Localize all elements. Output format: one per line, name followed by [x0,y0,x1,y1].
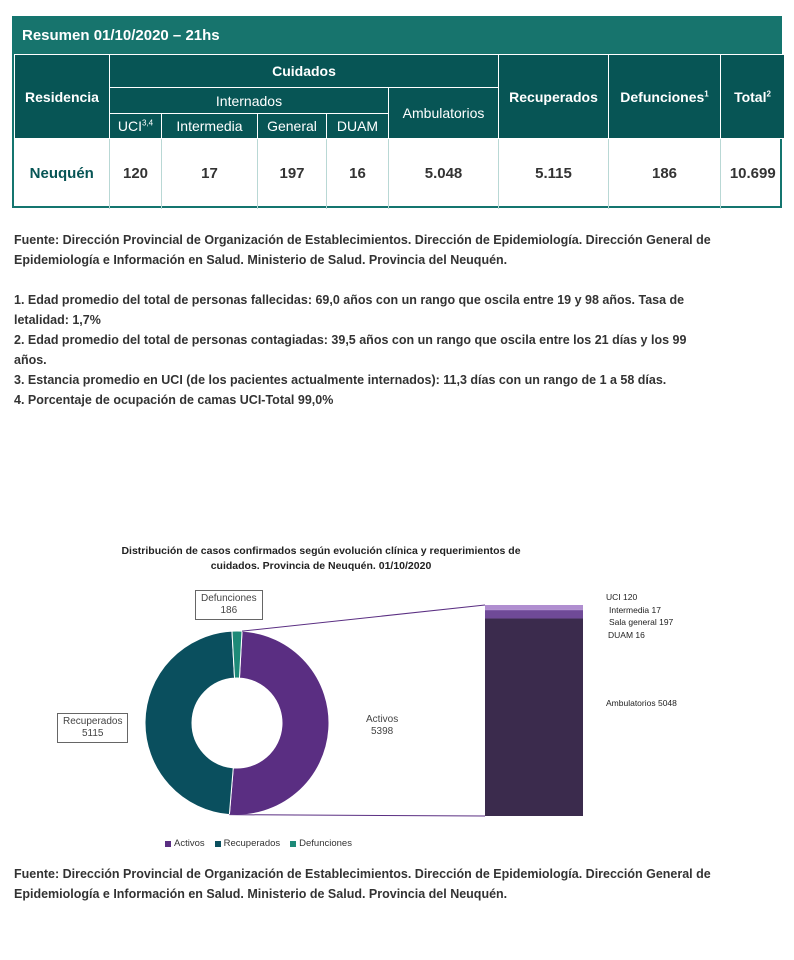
cases-chart [10,540,700,860]
bar-label-ambulatorios: Ambulatorios 5048 [606,698,677,708]
summary-grid [14,54,785,209]
footnote-2: 2. Edad promedio del total de personas contagiadas: 39,5 años con un rango que oscila entre los 21 días y los 99 años. [14,333,687,367]
header-duam: DUAM [327,114,389,139]
cell-general: 197 [258,139,327,209]
cell-uci: 120 [110,139,162,209]
connector-line-top [242,605,485,631]
legend-swatch [290,841,296,847]
summary-title: Resumen 01/10/2020 – 21hs [14,18,780,54]
bar-label-intermedia: Intermedia 17 [609,605,661,615]
donut-slice-recuperados [145,631,235,815]
header-general: General [258,114,327,139]
cell-duam: 16 [327,139,389,209]
footnote-1: 1. Edad promedio del total de personas fallecidas: 69,0 años con un rango que oscila entre 19 y 98 años. Tasa de letalidad: 1,7% [14,293,685,327]
cell-ambulatorios: 5.048 [389,139,499,209]
legend-item-defunciones: Defunciones [290,838,352,849]
header-cuidados: Cuidados [110,55,499,88]
header-residencia: Residencia [15,55,110,139]
bar-label-duam: DUAM 16 [608,630,645,640]
chart-title: Distribución de casos confirmados según evolución clínica y requerimientos de cuidados. Provincia de Neuquén. 01/10/2020 [121,545,521,572]
chart-canvas [10,540,700,860]
summary-table [12,16,782,208]
callout-recuperados: Recuperados 5115 [57,713,128,743]
header-intermedia: Intermedia [162,114,258,139]
cell-residencia: Neuquén [29,165,94,183]
cell-total: 10.699 [721,139,785,209]
footnote-4: 4. Porcentaje de ocupación de camas UCI-Total 99,0% [14,393,334,407]
cell-intermedia: 17 [162,139,258,209]
callout-activos: Activos 5398 [366,714,399,737]
table-row [15,139,785,209]
cell-recuperados: 5.115 [499,139,609,209]
callout-defunciones: Defunciones 186 [195,590,263,620]
footnotes [14,290,714,410]
header-recuperados: Recuperados [499,55,609,139]
source-note-top: Fuente: Dirección Provincial de Organización de Establecimientos. Dirección de Epidemiología. Dirección General de Epidemiología e Información en Salud. Ministerio de Salud. Provincia del Neuquén. [14,233,711,267]
header-uci: UCI$^{3,4}$ [110,114,162,139]
connector-line-bottom [229,815,485,816]
donut-slice-activos [229,631,329,815]
bar-segment-uci [485,605,583,610]
bar-segment-sala-general [485,610,583,618]
legend-swatch [165,841,171,847]
source-note-bottom: Fuente: Dirección Provincial de Organización de Establecimientos. Dirección de Epidemiología. Dirección General de Epidemiología e Información en Salud. Ministerio de Salud. Provincia del Neuquén. [14,867,711,901]
header-internados: Internados [110,88,389,114]
cell-defunciones: 186 [609,139,721,209]
bar-label-sala-general: Sala general 197 [609,617,674,627]
legend-swatch [215,841,221,847]
bar-label-uci: UCI 120 [606,592,638,602]
legend-item-activos: Activos [165,838,205,849]
chart-legend [165,838,352,849]
bar-segment-ambulatorios [485,619,583,816]
header-total: Total$^2$ [721,55,785,139]
footnote-3: 3. Estancia promedio en UCI (de los pacientes actualmente internados): 11,3 días con un rango de 1 a 58 días. [14,373,667,387]
header-defunciones: Defunciones$^1$ [609,55,721,139]
legend-item-recuperados: Recuperados [215,838,281,849]
header-ambulatorios: Ambulatorios [389,88,499,139]
